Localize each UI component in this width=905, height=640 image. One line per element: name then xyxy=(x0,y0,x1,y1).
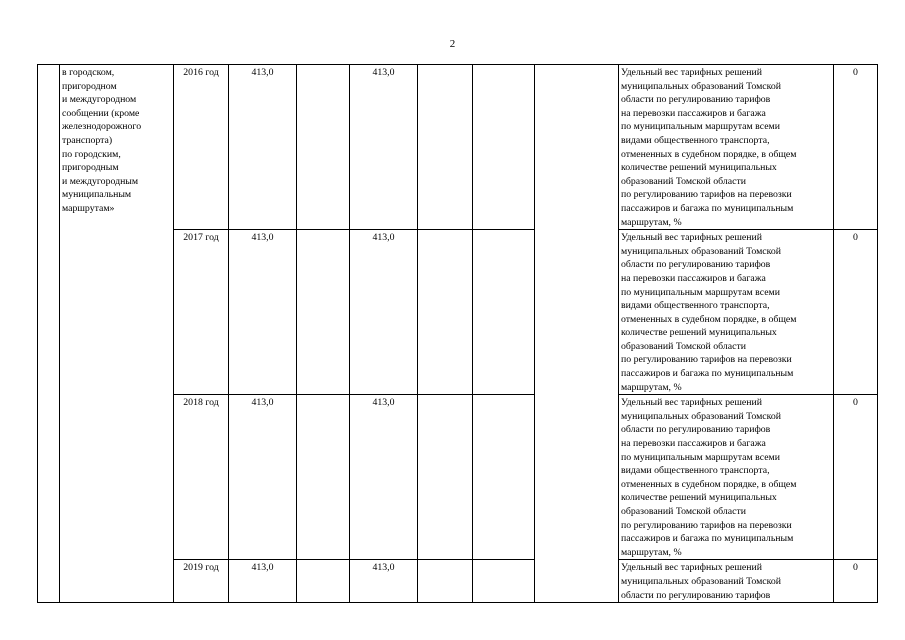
page-number: 2 xyxy=(449,38,456,50)
indicator-cell: Удельный вес тарифных решений муниципальных образований Томской области по регулированию тарифов на перевозки пассажиров и багажа по муниципальным маршрутам всеми видами общественного транспорта, отмененных в судебном порядке, в общем количестве решений муниципальных образований Томской области по регулированию тарифов на перевозки пассажиров и багажа по муниципальным маршрутам, % xyxy=(619,230,834,395)
table-row xyxy=(38,65,878,230)
indicator-value-cell: 0 xyxy=(834,65,878,230)
federal-funding-cell xyxy=(297,65,350,230)
year-cell: 2019 год xyxy=(174,560,229,603)
other-funding-cell xyxy=(473,230,535,395)
local-funding-cell xyxy=(418,395,473,560)
total-funding-cell: 413,0 xyxy=(229,230,297,395)
indicator-cell: Удельный вес тарифных решений муниципальных образований Томской области по регулированию тарифов на перевозки пассажиров и багажа по муниципальным маршрутам всеми видами общественного транспорта, отмененных в судебном порядке, в общем количестве решений муниципальных образований Томской области по регулированию тарифов на перевозки пассажиров и багажа по муниципальным маршрутам, % xyxy=(619,65,834,230)
federal-funding-cell xyxy=(297,230,350,395)
blank-number-cell xyxy=(38,65,60,603)
indicator-value-cell: 0 xyxy=(834,395,878,560)
executor-cell xyxy=(535,65,619,603)
year-cell: 2018 год xyxy=(174,395,229,560)
regional-funding-cell: 413,0 xyxy=(350,230,418,395)
federal-funding-cell xyxy=(297,395,350,560)
other-funding-cell xyxy=(473,395,535,560)
regional-funding-cell: 413,0 xyxy=(350,395,418,560)
total-funding-cell: 413,0 xyxy=(229,395,297,560)
program-name-cell: в городском, пригородном и междугородном сообщении (кроме железнодорожного транспорта) по городским, пригородным и междугородным муниципальным маршрутам» xyxy=(60,65,174,603)
regional-funding-cell: 413,0 xyxy=(350,65,418,230)
other-funding-cell xyxy=(473,65,535,230)
local-funding-cell xyxy=(418,560,473,603)
indicator-value-cell: 0 xyxy=(834,230,878,395)
indicator-cell: Удельный вес тарифных решений муниципальных образований Томской области по регулированию тарифов на перевозки пассажиров и багажа по муниципальным маршрутам всеми видами общественного транспорта, отмененных в судебном порядке, в общем количестве решений муниципальных образований Томской области по регулированию тарифов на перевозки пассажиров и багажа по муниципальным маршрутам, % xyxy=(619,395,834,560)
indicator-value-cell: 0 xyxy=(834,560,878,603)
federal-funding-cell xyxy=(297,560,350,603)
local-funding-cell xyxy=(418,65,473,230)
total-funding-cell: 413,0 xyxy=(229,560,297,603)
year-cell: 2016 год xyxy=(174,65,229,230)
indicator-cell-partial: Удельный вес тарифных решений муниципальных образований Томской области по регулированию тарифов xyxy=(619,560,834,603)
total-funding-cell: 413,0 xyxy=(229,65,297,230)
local-funding-cell xyxy=(418,230,473,395)
other-funding-cell xyxy=(473,560,535,603)
program-table xyxy=(37,64,878,603)
year-cell: 2017 год xyxy=(174,230,229,395)
regional-funding-cell: 413,0 xyxy=(350,560,418,603)
